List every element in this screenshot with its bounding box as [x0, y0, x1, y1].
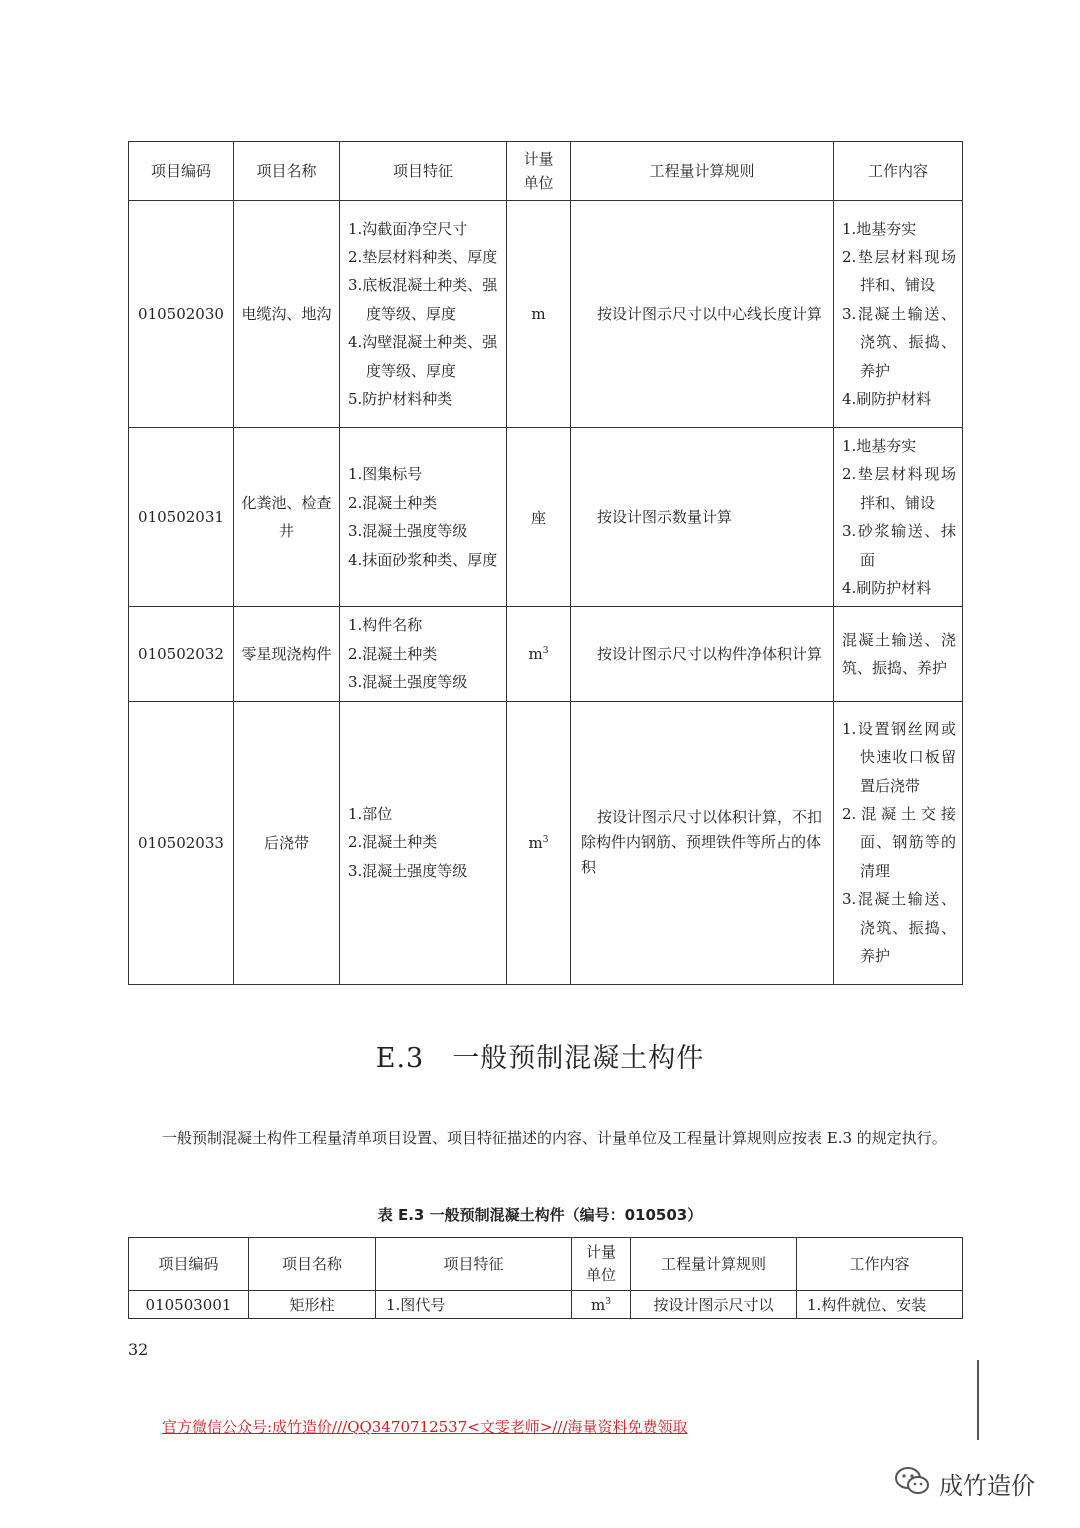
work-line: 4.刷防护材料	[842, 579, 932, 598]
table-caption: 表 E.3 一般预制混凝土构件（编号：010503）	[377, 1206, 703, 1224]
table-header-row	[129, 142, 963, 201]
item-rule: 按设计图示尺寸以中心线长度计算	[571, 201, 834, 428]
item-features: 1.图代号	[376, 1291, 572, 1319]
unit-text: 座	[530, 508, 546, 527]
item-work	[834, 201, 963, 428]
item-rule: 按设计图示尺寸以	[631, 1291, 797, 1319]
header-unit: 计量 单位	[572, 1238, 631, 1291]
unit-superscript: 3	[605, 1296, 611, 1307]
promo-link[interactable]: 官方微信公众号:成竹造价///QQ3470712537<文雯老师>///海量资料免费领取	[162, 1418, 688, 1436]
feature-line: 2.垫层材料种类、厚度	[348, 247, 498, 266]
item-features	[340, 201, 507, 428]
margin-rule	[977, 1360, 979, 1440]
table-row	[129, 201, 963, 428]
feature-line: 4.抹面砂浆种类、厚度	[348, 550, 498, 569]
feature-line: 2.混凝土种类	[348, 644, 438, 663]
feature-line: 1.部位	[348, 805, 393, 824]
feature-line: 3.混凝土强度等级	[348, 861, 468, 880]
work-line: 1.地基夯实	[842, 219, 917, 238]
wechat-icon	[893, 1465, 931, 1501]
feature-line: 3.混凝土强度等级	[348, 522, 468, 541]
item-name: 化粪池、检查井	[234, 428, 340, 607]
item-rule: 按设计图示尺寸以构件净体积计算	[571, 607, 834, 701]
item-name: 零星现浇构件	[234, 607, 340, 701]
work-text: 混凝土输送、浇筑、振捣、养护	[842, 630, 956, 678]
table-row	[129, 428, 963, 607]
item-features	[340, 701, 507, 984]
item-code: 010502030	[129, 201, 234, 428]
item-unit	[507, 428, 571, 607]
item-rule: 按设计图示数量计算	[571, 428, 834, 607]
specification-table	[128, 141, 963, 985]
brand-watermark	[893, 1463, 1035, 1503]
brand-text: 成竹造价	[939, 1471, 1035, 1500]
header-features: 项目特征	[340, 142, 507, 201]
work-line: 3.混凝土输送、浇筑、振捣、养护	[842, 304, 956, 380]
item-unit	[507, 607, 571, 701]
intro-paragraph: 一般预制混凝土构件工程量清单项目设置、项目特征描述的内容、计量单位及工程量计算规则应按表 E.3 的规定执行。	[162, 1129, 947, 1147]
unit-text: m	[531, 305, 546, 323]
section-title: E.3 一般预制混凝土构件	[375, 1043, 705, 1074]
feature-line: 2.混凝土种类	[348, 493, 438, 512]
feature-line: 3.底板混凝土种类、强度等级、厚度	[348, 276, 498, 323]
work-line: 2.垫层材料现场拌和、铺设	[842, 247, 956, 295]
item-code: 010502033	[129, 701, 234, 984]
feature-line: 1.沟截面净空尺寸	[348, 219, 468, 238]
table-row	[129, 701, 963, 984]
feature-line: 5.防护材料种类	[348, 390, 453, 409]
table-row	[129, 607, 963, 701]
work-line: 2.垫层材料现场拌和、铺设	[842, 465, 956, 512]
item-work	[834, 428, 963, 607]
feature-line: 2.混凝土种类	[348, 833, 438, 852]
header-unit: 计量 单位	[507, 142, 571, 201]
item-unit	[507, 701, 571, 984]
item-work	[834, 607, 963, 701]
item-code: 010502031	[129, 428, 234, 607]
item-rule: 按设计图示尺寸以体积计算，不扣除构件内钢筋、预埋铁件等所占的体积	[571, 701, 834, 984]
item-features	[340, 607, 507, 701]
feature-line: 4.沟壁混凝土种类、强度等级、厚度	[348, 333, 498, 380]
table-header-row	[129, 1238, 963, 1291]
item-work: 1.构件就位、安装	[797, 1291, 963, 1319]
feature-line: 1.图集标号	[348, 465, 423, 484]
work-line: 3.砂浆输送、抹面	[842, 522, 956, 569]
header-work: 工作内容	[797, 1238, 963, 1291]
unit-superscript: 3	[542, 834, 549, 845]
header-work: 工作内容	[834, 142, 963, 201]
header-code: 项目编码	[129, 1238, 249, 1291]
item-code: 010503001	[129, 1291, 249, 1319]
item-unit	[572, 1291, 631, 1319]
work-line: 1.地基夯实	[842, 437, 917, 455]
header-name: 项目名称	[249, 1238, 376, 1291]
unit-text: m	[528, 645, 543, 664]
item-name: 后浇带	[234, 701, 340, 984]
header-features: 项目特征	[376, 1238, 572, 1291]
item-code: 010502032	[129, 607, 234, 701]
precast-table	[128, 1237, 963, 1319]
item-work	[834, 701, 963, 984]
item-name: 矩形柱	[249, 1291, 376, 1319]
work-line: 3.混凝土输送、浇筑、振捣、养护	[842, 890, 956, 966]
unit-text: m	[591, 1295, 606, 1314]
unit-text: m	[528, 833, 543, 852]
feature-line: 3.混凝土强度等级	[348, 673, 468, 692]
header-name: 项目名称	[234, 142, 340, 201]
unit-superscript: 3	[542, 646, 549, 657]
header-rule: 工程量计算规则	[631, 1238, 797, 1291]
table-row	[129, 1291, 963, 1319]
work-line: 1.设置钢丝网或快速收口板留置后浇带	[842, 719, 956, 795]
header-code: 项目编码	[129, 142, 234, 201]
item-unit	[507, 201, 571, 428]
work-line: 2.混凝土交接面、钢筋等的清理	[842, 805, 956, 880]
page-number: 32	[128, 1340, 149, 1359]
item-name: 电缆沟、地沟	[234, 201, 340, 428]
header-rule: 工程量计算规则	[571, 142, 834, 201]
item-features	[340, 428, 507, 607]
feature-line: 1.构件名称	[348, 616, 423, 635]
work-line: 4.刷防护材料	[842, 390, 932, 409]
